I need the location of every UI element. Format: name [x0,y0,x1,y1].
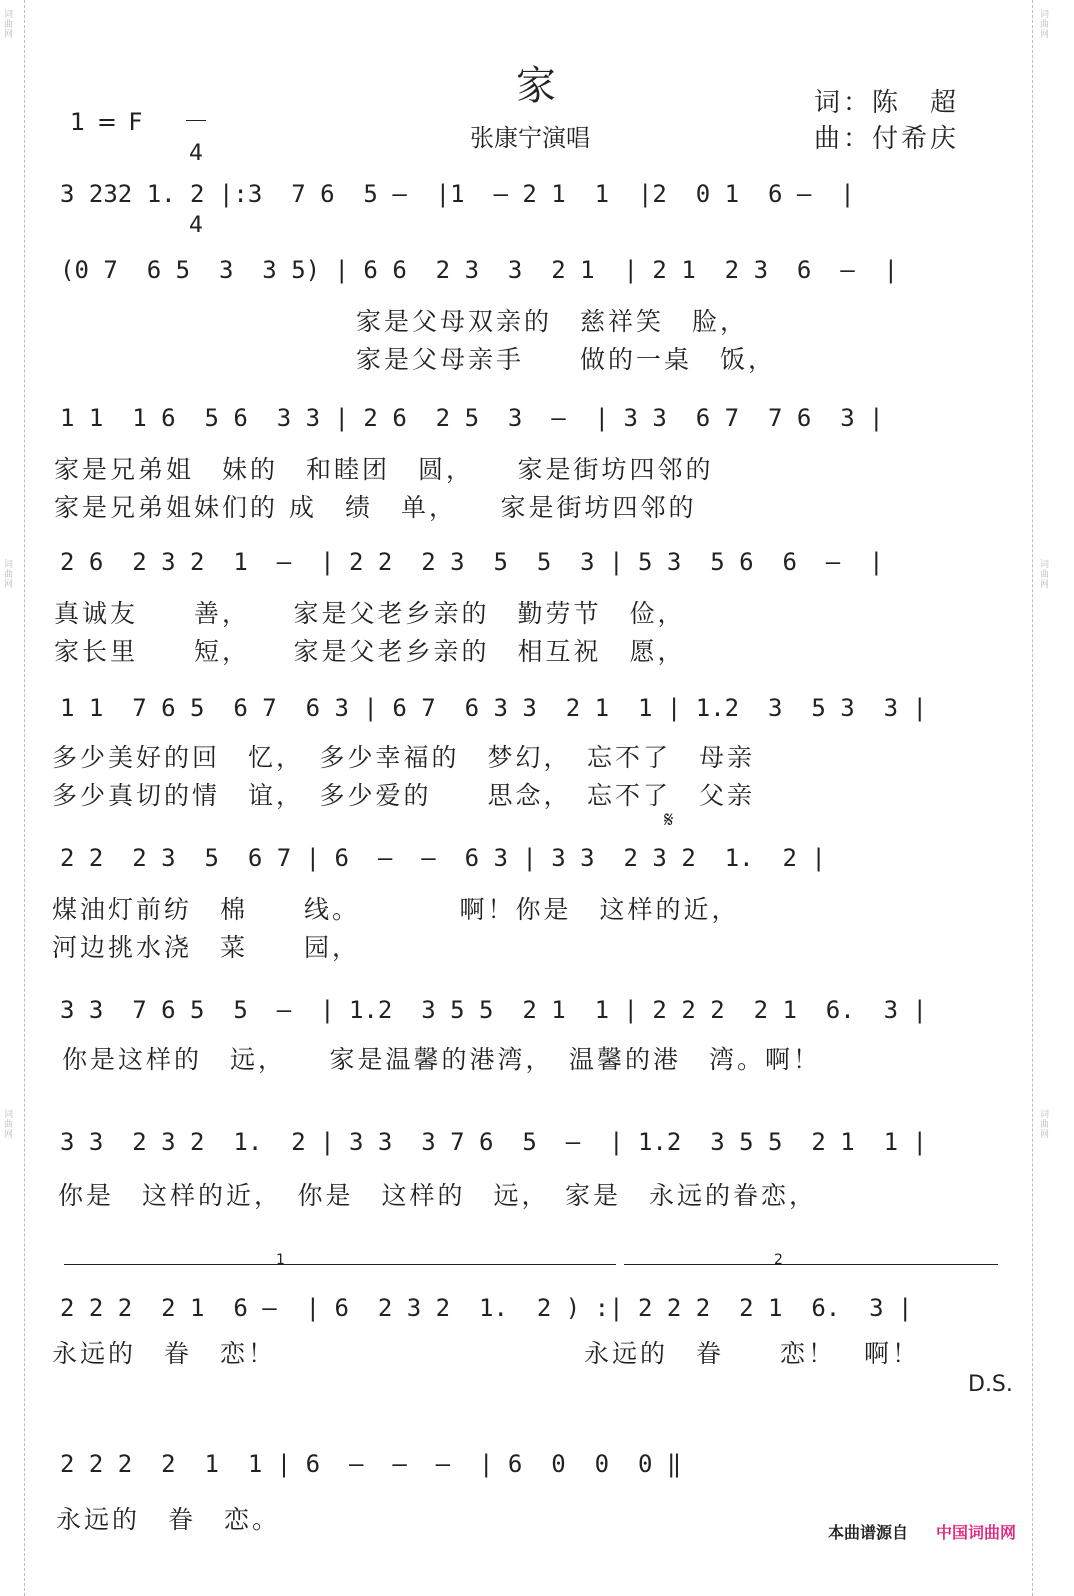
lyrics-row-3-verse-2: 家是兄弟姐妹们的 成 绩 单， 家是街坊四邻的 [54,493,697,522]
time-top: 4 [189,141,203,166]
lyrics-row-2-verse-2: 家是父母亲手 做的一桌 饭， [356,345,777,374]
time-bottom: 4 [189,213,203,238]
notation-row-9: 2 2 2 2 1 6 — | 6 2 3 2 1. 2 ) :| 2 2 2 2 1 6. 3 | [60,1294,913,1322]
volta-1-bracket [64,1264,616,1265]
composer-credit: 曲：付希庆 [814,124,960,154]
lyrics-row-6-verse-2: 河边挑水浇 菜 园， [52,933,361,962]
volta-2-number: 2 [774,1252,783,1268]
watermark-left-2: 词曲网 [4,560,14,590]
volta-1-number: 1 [276,1252,285,1268]
notation-row-3: 1 1 1 6 5 6 3 3 | 2 6 2 5 3 — | 3 3 6 7 7 6 3 | [60,404,884,432]
lyrics-row-2-verse-1: 家是父母双亲的 慈祥笑 脸， [356,307,749,336]
time-signature-line [186,120,206,121]
lyrics-row-8-verse-1: 你是 这样的近， 你是 这样的 远， 家是 永远的眷恋， [58,1181,818,1210]
notation-row-4: 2 6 2 3 2 1 — | 2 2 2 3 5 5 3 | 5 3 5 6 6 — | [60,548,884,576]
watermark-right-2: 词曲网 [1040,560,1050,590]
singer-credit: 张康宁演唱 [470,124,590,152]
lyrics-row-5-verse-2: 多少真切的情 谊， 多少爱的 思念， 忘不了 父亲 [52,781,756,810]
notation-row-5: 1 1 7 6 5 6 7 6 3 | 6 7 6 3 3 2 1 1 | 1.2 3 5 3 3 | [60,694,927,722]
lyrics-row-5-verse-1: 多少美好的回 忆， 多少幸福的 梦幻， 忘不了 母亲 [52,743,756,772]
song-title: 家 [516,63,556,109]
lyricist-credit: 词：陈 超 [814,88,960,118]
notation-row-10: 2 2 2 2 1 1 | 6 — — — | 6 0 0 0 ‖ [60,1450,682,1478]
notation-row-2: (0 7 6 5 3 3 5) | 6 6 2 3 3 2 1 | 2 1 2 3 6 — | [60,256,899,284]
notation-row-1: 3 232 1. 2 |:3 7 6 5 — |1 — 2 1 1 |2 0 1 6 — | [60,180,855,208]
watermark-right: 词曲网 [1040,10,1050,40]
lyrics-row-3-verse-1: 家是兄弟姐 妹的 和睦团 圆， 家是街坊四邻的 [54,455,714,484]
lyrics-row-4-verse-1: 真诚友 善， 家是父老乡亲的 勤劳节 俭， [54,599,686,628]
footer-source-label: 本曲谱源自 [828,1523,909,1542]
lyrics-row-10-verse-1: 永远的 眷 恋。 [56,1505,281,1534]
watermark-left: 词曲网 [4,10,14,40]
lyrics-row-9-verse-1: 永远的 眷 恋！ 永远的 眷 恋！ 啊！ [52,1339,921,1368]
notation-row-6: 2 2 2 3 5 6 7 | 6 — — 6 3 | 3 3 2 3 2 1. 2 | [60,844,826,872]
volta-2-bracket [624,1264,998,1265]
lyrics-row-6-verse-1: 煤油灯前纺 棉 线。 啊！你是 这样的近， [52,895,740,924]
footer-site-link[interactable]: 中国词曲网 [936,1523,1017,1542]
key-signature: 1 = F [70,108,145,136]
segno-sign: 𝄋 [664,808,674,833]
left-dashed-border [24,0,25,1596]
watermark-left-3: 词曲网 [4,1110,14,1140]
watermark-right-3: 词曲网 [1040,1110,1050,1140]
dal-segno-mark: D.S. [968,1372,1013,1397]
notation-row-8: 3 3 2 3 2 1. 2 | 3 3 3 7 6 5 — | 1.2 3 5 5 2 1 1 | [60,1128,927,1156]
lyrics-row-4-verse-2: 家长里 短， 家是父老乡亲的 相互祝 愿， [54,637,686,666]
lyrics-row-7-verse-1: 你是这样的 远， 家是温馨的港湾， 温馨的港 湾。啊！ [62,1045,822,1074]
right-dashed-border [1032,0,1033,1596]
notation-row-7: 3 3 7 6 5 5 — | 1.2 3 5 5 2 1 1 | 2 2 2 2 1 6. 3 | [60,996,927,1024]
